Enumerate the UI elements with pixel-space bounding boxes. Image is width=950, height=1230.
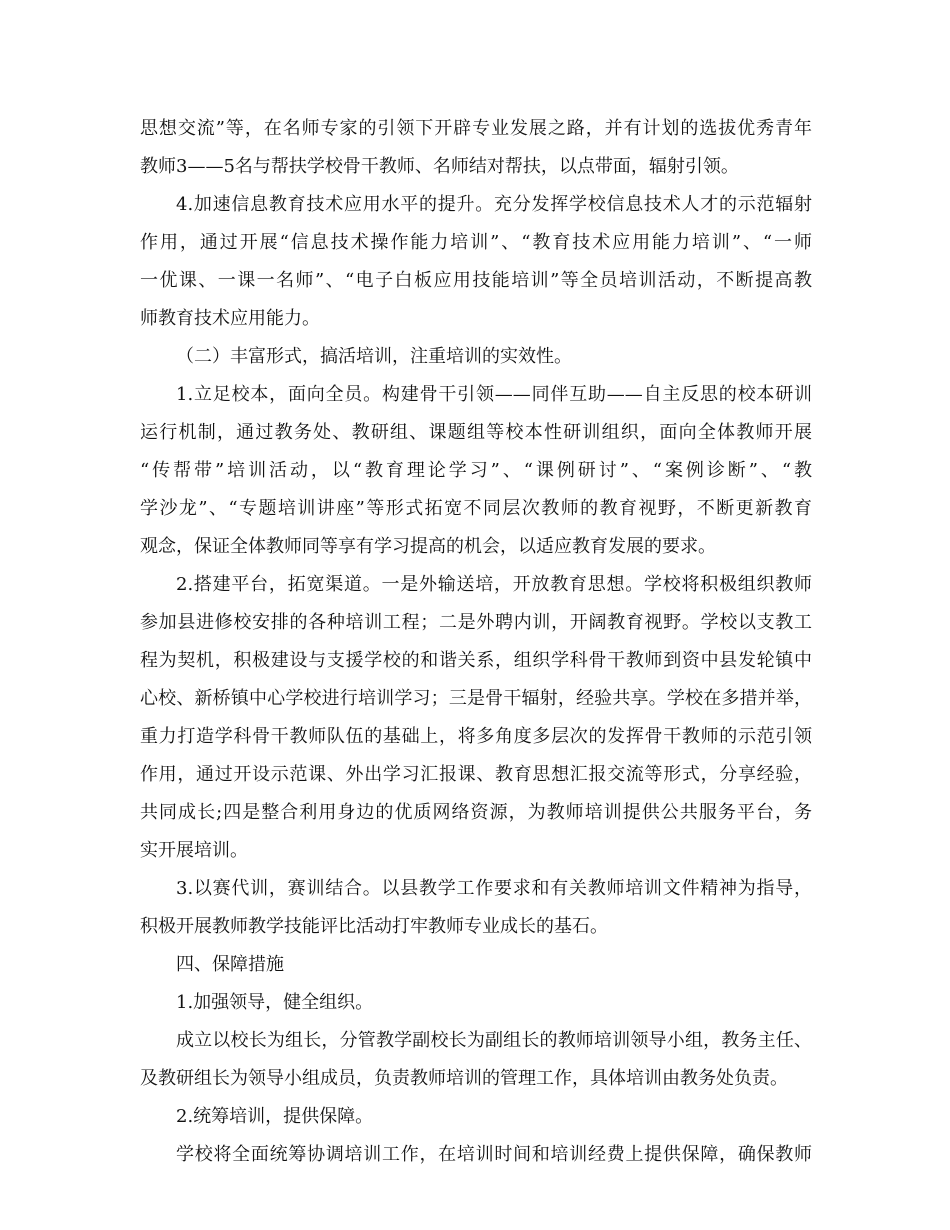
text-line: 实开展培训。 xyxy=(140,840,248,861)
text-line: 心校、新桥镇中心学校进行培训学习；三是骨干辐射，经验共享。学校在多措并举， xyxy=(140,688,812,709)
text-line: 2.统筹培训，提供保障。 xyxy=(176,1106,374,1127)
text-line: 积极开展教师教学技能评比活动打牢教师专业成长的基石。 xyxy=(140,916,608,937)
text-line: 四、保障措施 xyxy=(176,954,284,975)
text-line: 一优课、一课一名师”、“电子白板应用技能培训”等全员培训活动，不断提高教 xyxy=(140,270,812,291)
text-line: 1.加强领导，健全组织。 xyxy=(176,992,374,1013)
text-line: 教师3——5名与帮扶学校骨干教师、名师结对帮扶，以点带面，辐射引领。 xyxy=(140,156,739,177)
text-line: 作用，通过开设示范课、外出学习汇报课、教育思想汇报交流等形式，分享经验， xyxy=(140,764,812,785)
text-line: 2.搭建平台，拓宽渠道。一是外输送培，开放教育思想。学校将积极组织教师 xyxy=(176,574,812,595)
document-body xyxy=(140,110,812,1174)
text-line: 学校将全面统筹协调培训工作，在培训时间和培训经费上提供保障，确保教师 xyxy=(176,1144,812,1165)
text-line: 3.以赛代训，赛训结合。以县教学工作要求和有关教师培训文件精神为指导， xyxy=(176,878,812,899)
text-line: 观念，保证全体教师同等享有学习提高的机会，以适应教育发展的要求。 xyxy=(140,536,716,557)
text-line: 程为契机，积极建设与支援学校的和谐关系，组织学科骨干教师到资中县发轮镇中 xyxy=(140,650,812,671)
text-line: 学沙龙”、“专题培训讲座”等形式拓宽不同层次教师的教育视野，不断更新教育 xyxy=(140,498,812,519)
text-line: 1.立足校本，面向全员。构建骨干引领——同伴互助——自主反思的校本研训 xyxy=(176,384,812,405)
text-line: 共同成长;四是整合利用身边的优质网络资源，为教师培训提供公共服务平台，务 xyxy=(140,802,812,823)
text-line: 4.加速信息教育技术应用水平的提升。充分发挥学校信息技术人才的示范辐射 xyxy=(176,194,812,215)
text-line: 成立以校长为组长，分管教学副校长为副组长的教师培训领导小组，教务主任、 xyxy=(176,1030,812,1051)
text-line: 师教育技术应用能力。 xyxy=(140,308,320,329)
text-line: 及教研组长为领导小组成员，负责教师培训的管理工作，具体培训由教务处负责。 xyxy=(140,1068,788,1089)
text-line: 思想交流”等，在名师专家的引领下开辟专业发展之路，并有计划的选拔优秀青年 xyxy=(140,118,812,139)
text-line: （二）丰富形式，搞活培训，注重培训的实效性。 xyxy=(176,346,572,367)
text-line: 运行机制，通过教务处、教研组、课题组等校本性研训组织，面向全体教师开展 xyxy=(140,422,812,443)
text-line: 重力打造学科骨干教师队伍的基础上，将多角度多层次的发挥骨干教师的示范引领 xyxy=(140,726,812,747)
text-line: “传帮带”培训活动，以“教育理论学习”、“课例研讨”、“案例诊断”、“教 xyxy=(140,460,812,481)
text-line: 作用，通过开展“信息技术操作能力培训”、“教育技术应用能力培训”、“一师 xyxy=(140,232,812,253)
text-line: 参加县进修校安排的各种培训工程；二是外聘内训，开阔教育视野。学校以支教工 xyxy=(140,612,812,633)
